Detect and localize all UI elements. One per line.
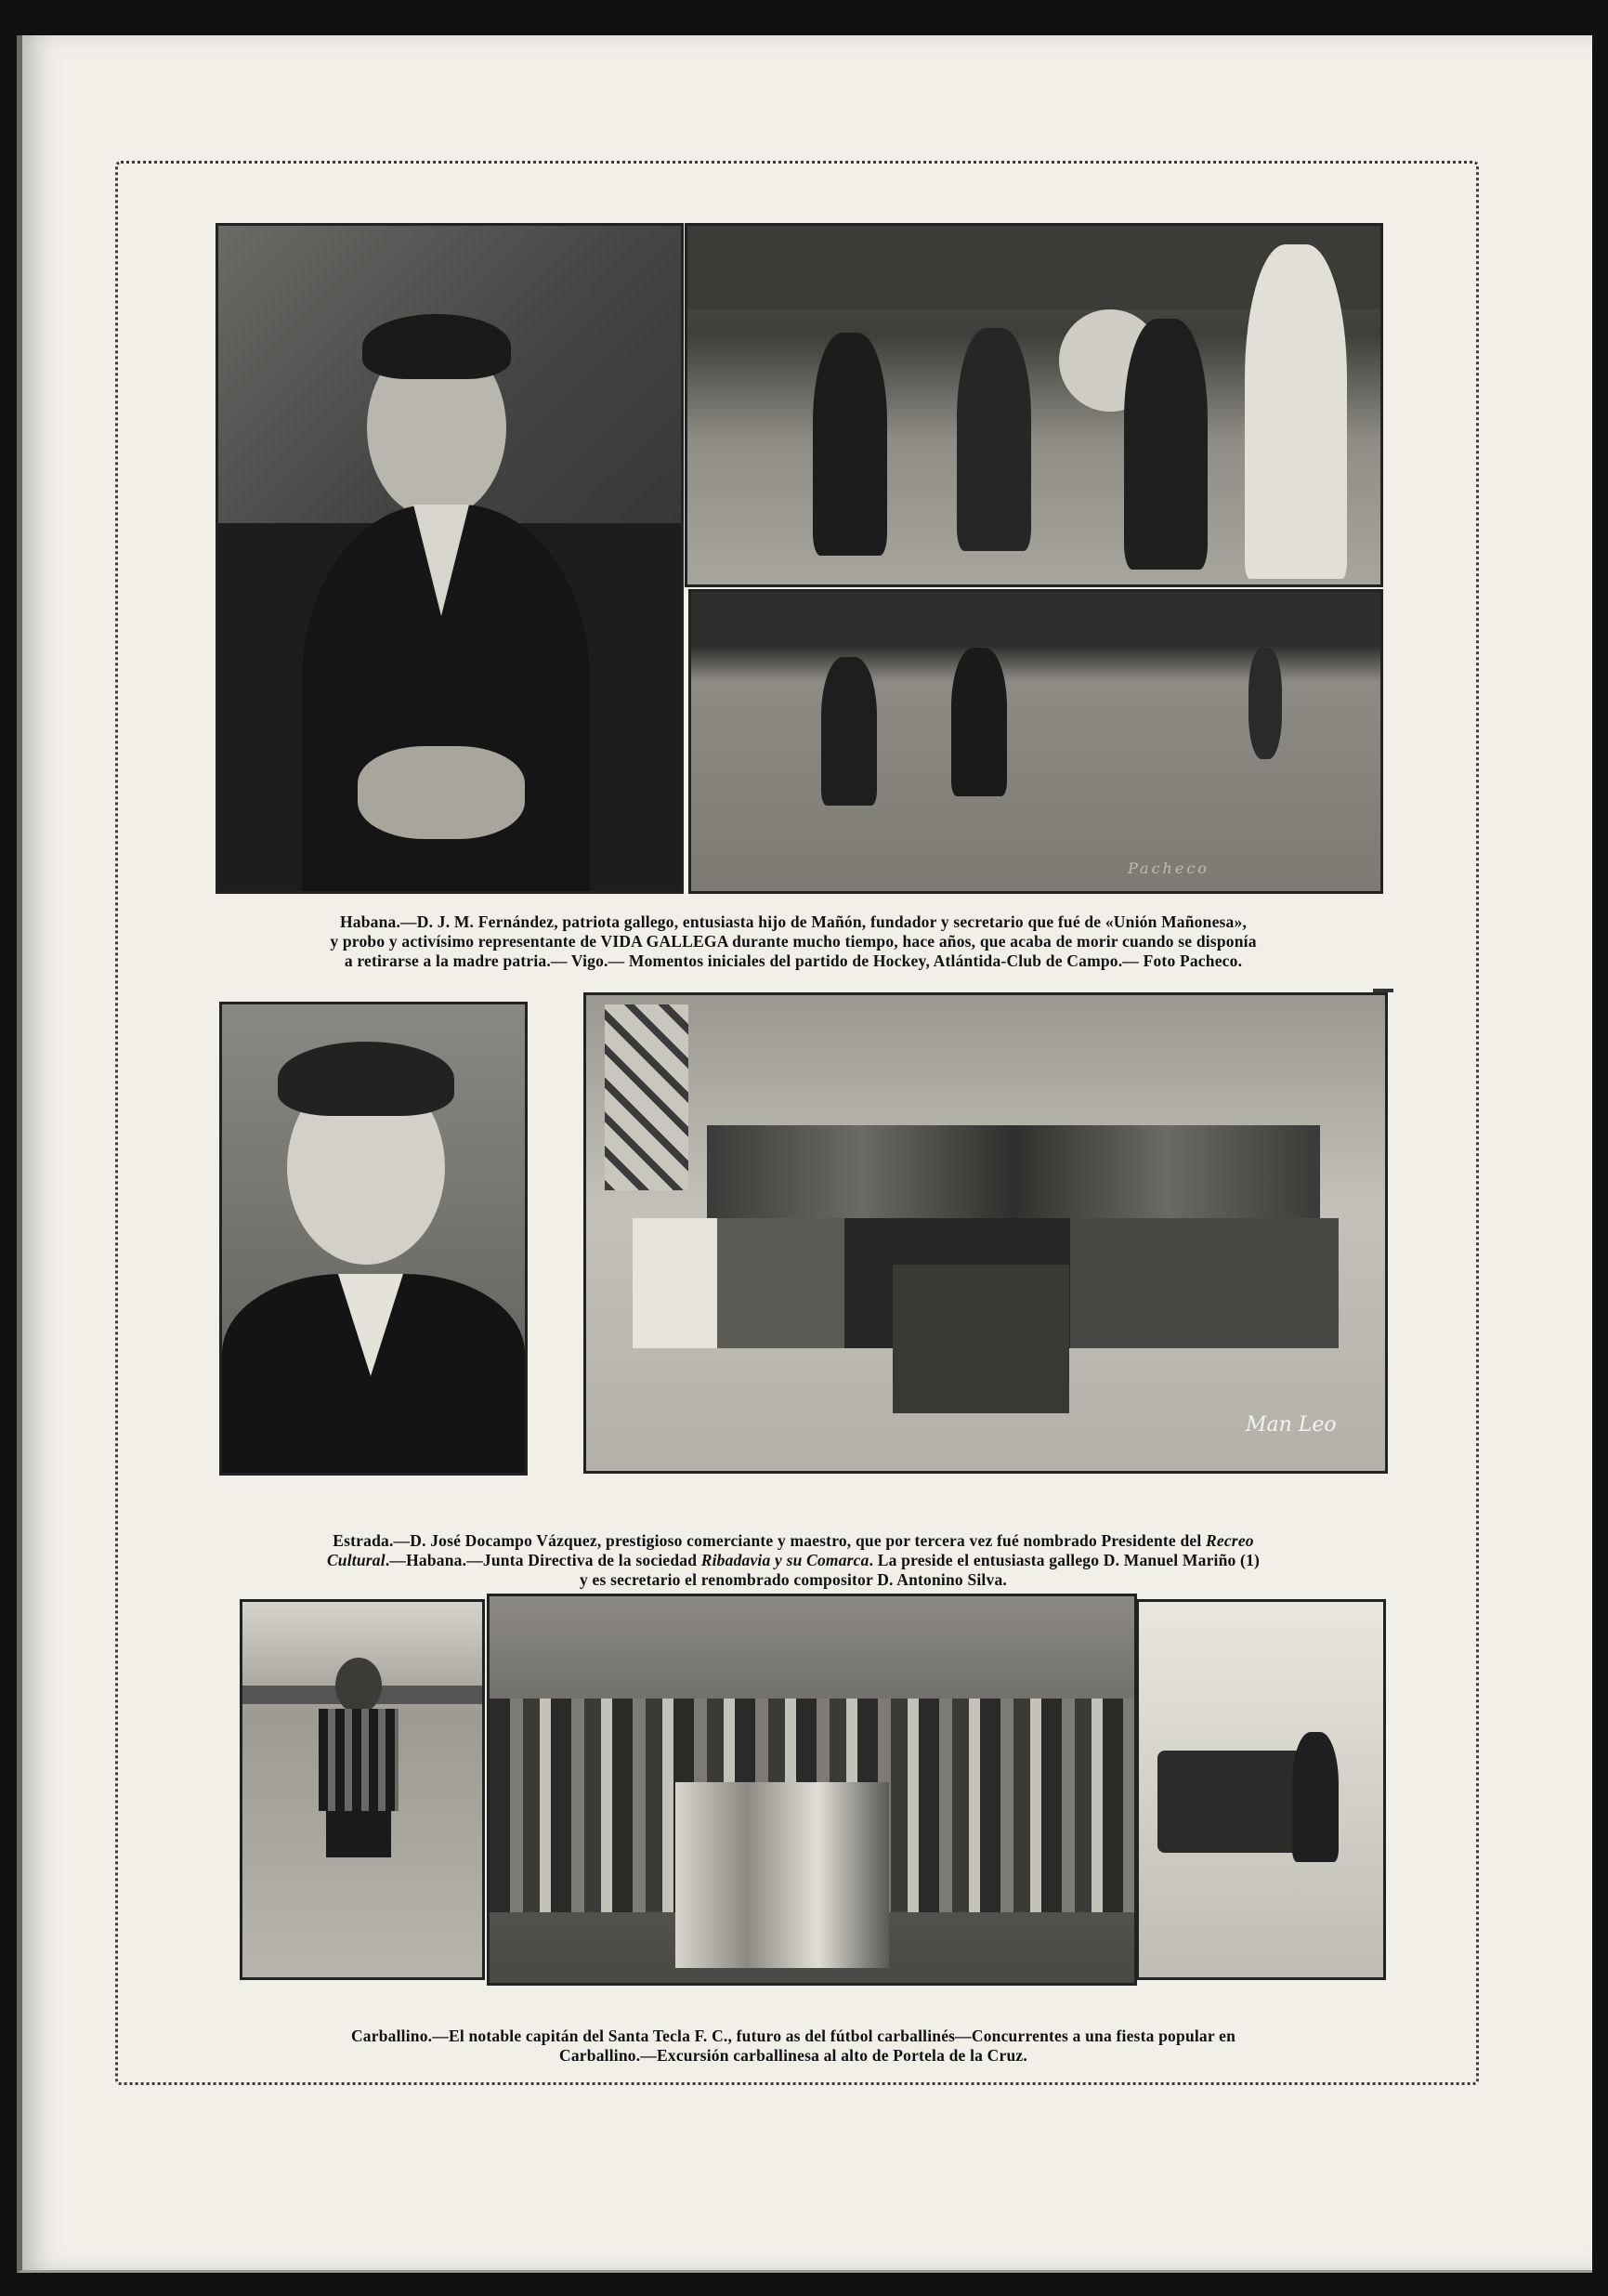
- photo-portrait-docampo: [219, 1002, 528, 1476]
- photo-fiesta-popular: [487, 1594, 1137, 1986]
- caption-middle: Estrada.—D. José Docampo Vázquez, prestigioso comerciante y maestro, que por tercera vez fué nombrado Presidente del Recreo Cultural.—Habana.—Junta Directiva de la sociedad Ribadavia y su Comarca. La preside el entusiasta gallego D. Manuel Mariño (1) y es secretario el renombrado compositor D. Antonino Silva.: [326, 1531, 1261, 1589]
- photo-hockey-match: [688, 589, 1383, 894]
- caption-top: Habana.—D. J. M. Fernández, patriota gallego, entusiasta hijo de Mañón, fundador y secretario que fué de «Unión Mañonesa», y probo y activísimo representante de VIDA GALLEGA durante mucho tiempo, hace años, que acaba de morir cuando se disponía a retirarse a la madre patria.— Vigo.— Momentos iniciales del partido de Hockey, Atlántida-Club de Campo.— Foto Pacheco.: [330, 912, 1257, 970]
- photo-santa-tecla-captain: [240, 1599, 485, 1980]
- magazine-page: [17, 35, 1592, 2273]
- photo-portela-excursion: [1136, 1599, 1386, 1980]
- photo-junta-directiva: [583, 992, 1388, 1474]
- caption-bottom: Carballino.—El notable capitán del Santa Tecla F. C., futuro as del fútbol carballinés—Concurrentes a una fiesta popular en Carballino.—Excursión carballinesa al alto de Portela de la Cruz.: [350, 2027, 1236, 2065]
- photo-credit-pacheco: Pacheco: [1128, 859, 1209, 877]
- photo-portrait-fernandez: [216, 223, 684, 894]
- photo-hockey-flowers: [685, 223, 1383, 587]
- photo-credit-signature: Man Leo: [1246, 1413, 1337, 1437]
